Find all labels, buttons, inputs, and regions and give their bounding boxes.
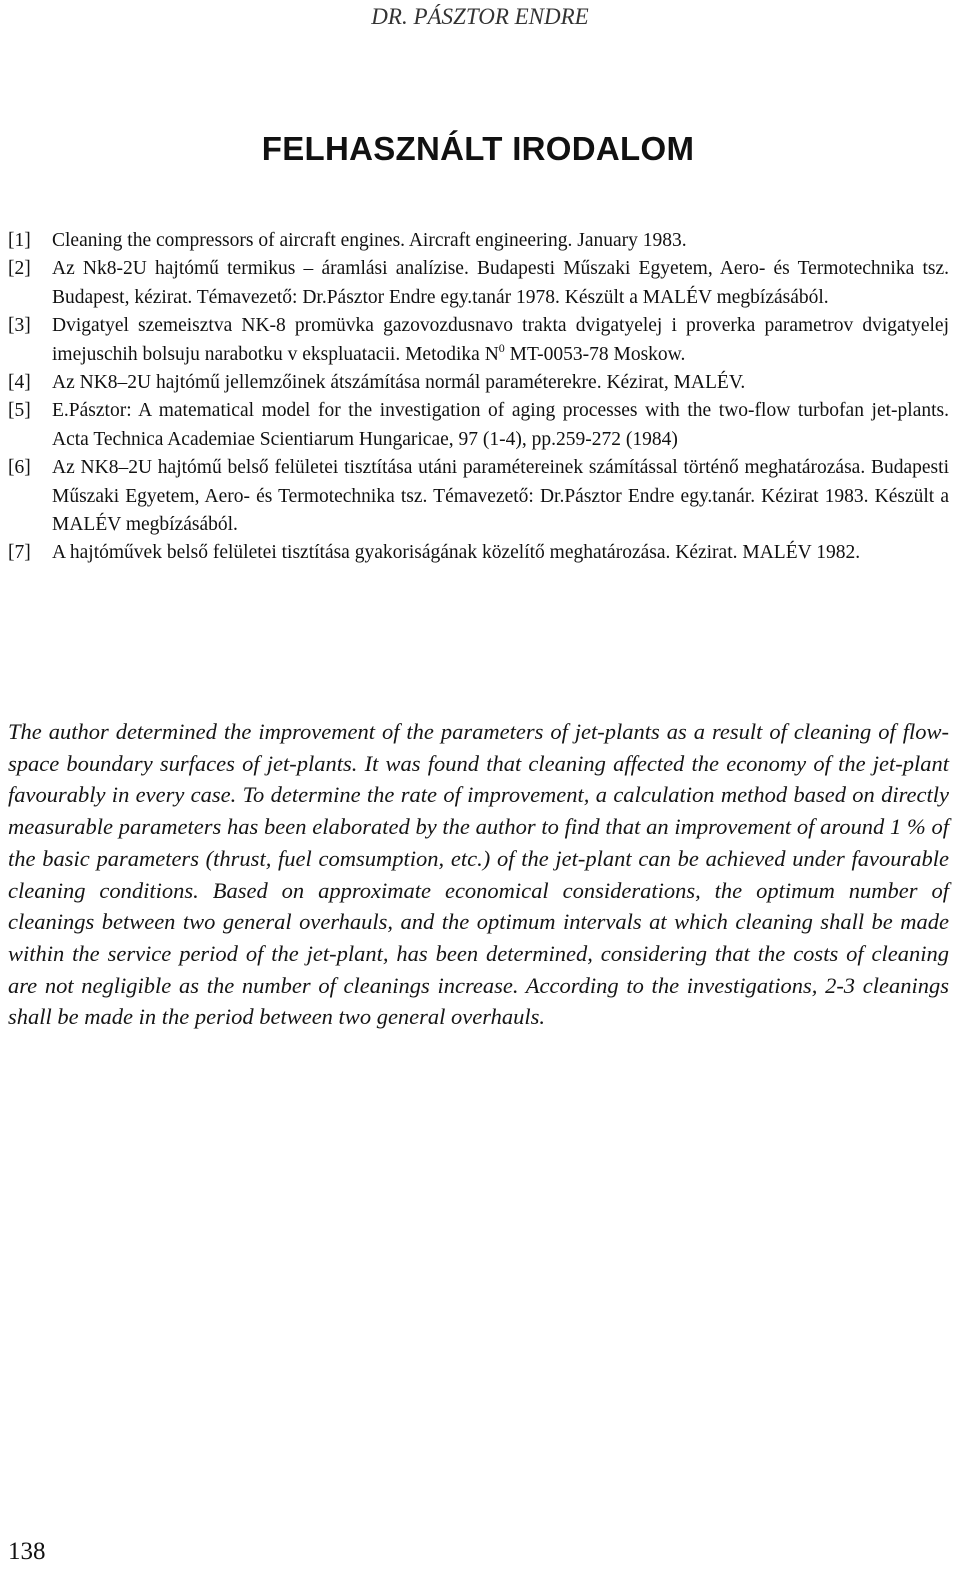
reference-list [8,227,949,568]
reference-text: Az NK8–2U hajtómű belső felületei tisztítása utáni paramétereinek számítással történő meghatározása. Budapesti Műszaki Egyetem, Aero- és Termotechnika tsz. Témavezető: Dr.Pásztor Endre egy.tanár. Kézirat 1983. Készült a MALÉV megbízásából. [52,457,949,536]
superscript-zero: 0 [498,340,505,355]
reference-number: [7] [8,542,31,564]
reference-text-part: Dvigatyel szemeisztva NK-8 promüvka gazovozdusnavo trakta dvigatyelej i proverka parametrov dvigatyelej imejuschih bolsuju narabotku v ekspluatacii. Metodika N [52,315,949,365]
reference-text: Cleaning the compressors of aircraft engines. Aircraft engineering. January 1983. [52,230,687,251]
reference-number: [4] [8,372,31,394]
reference-text: E.Pásztor: A matematical model for the investigation of aging processes with the two-flow turbofan jet-plants. Acta Technica Academiae Scientiarum Hungaricae, 97 (1-4), pp.259-272 (1984) [52,400,949,450]
english-abstract: The author determined the improvement of the parameters of jet-plants as a result of cleaning of flow-space boundary surfaces of jet-plants. It was found that cleaning affected the economy of the jet-plant favourably in every case. To determine the rate of improvement, a calculation method based on directly measurable parameters has been elaborated by the author to find that an improvement of around 1 % of the basic parameters (thrust, fuel comsumption, etc.) of the jet-plant can be achieved under favourable cleaning conditions. Based on approximate economical considerations, the optimum number of cleanings between two general overhauls, and the optimum intervals at which cleaning shall be made within the service period of the jet-plant, has been determined, considering that the costs of cleaning are not negligible as the number of cleanings increase. According to the investigations, 2-3 cleanings shall be made in the period between two general overhauls. [8,719,949,1030]
reference-number: [6] [8,457,31,479]
reference-item-3 [8,312,949,369]
reference-item-7 [8,539,949,567]
reference-item-2 [8,255,949,312]
reference-text: A hajtóművek belső felületei tisztítása gyakoriságának közelítő meghatározása. Kézirat. MALÉV 1982. [52,542,861,564]
reference-number: [2] [8,258,31,280]
reference-text: Az NK8–2U hajtómű jellemzőinek átszámítása normál paraméterekre. Kézirat, MALÉV. [52,372,746,394]
reference-item-5 [8,397,949,454]
reference-item-1 [8,227,949,255]
reference-number: [3] [8,315,31,337]
reference-text: Az Nk8-2U hajtómű termikus – áramlási analízise. Budapesti Műszaki Egyetem, Aero- és Termotechnika tsz. Budapest, kézirat. Témavezető: Dr.Pásztor Endre egy.tanár 1978. Készült a MALÉV megbízásából. [52,258,949,308]
reference-number: [1] [8,230,31,251]
reference-text [52,315,949,364]
reference-item-4 [8,369,949,397]
reference-text-part: MT-0053-78 Moskow. [504,343,686,365]
reference-number: [5] [8,400,31,422]
running-head: DR. PÁSZTOR ENDRE [371,4,589,29]
page-number: 138 [8,1538,46,1565]
reference-item-6 [8,454,949,539]
section-title: FELHASZNÁLT IRODALOM [261,130,695,167]
